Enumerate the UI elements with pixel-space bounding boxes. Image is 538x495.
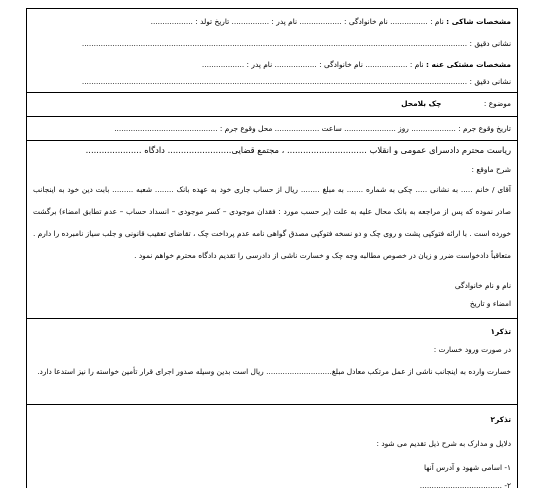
crime-details[interactable]: تاریخ وقوع جرم : ................... روز ...................... ساعت ................... محل وقوع جرم : ............................................ — [114, 124, 511, 133]
signature-label: امضاء و تاریخ — [469, 299, 511, 308]
note1-section — [27, 319, 517, 405]
parties-section — [27, 9, 517, 93]
subject-value: چک بلامحل — [401, 99, 442, 108]
subject-label: موضوع : — [483, 99, 511, 108]
court-heading: ریاست محترم دادسرای عمومی و انقلاب .............................. ، مجتمع قضایی........................ دادگاه ..................... — [85, 145, 511, 155]
note2-title: تذکر۲ — [490, 415, 511, 424]
court-section — [27, 141, 517, 319]
evidence-item: ۱- اسامی شهود و آدرس آنها — [424, 463, 511, 472]
accused-row — [33, 60, 511, 70]
accused-address[interactable]: نشانی دقیق : .................................................................................................................................................................... — [81, 77, 511, 86]
note1-body: خسارت وارده به اینجانب ناشی از عمل مرتکب معادل مبلغ............................ ریال است بدین وسیله صدور اجرای قرار تأمین خواسته را نیز استدعا دارد. — [37, 367, 511, 376]
accused-label: مشخصات مشتکی عنه : — [425, 60, 511, 69]
note1-title: تذکر۱ — [490, 327, 511, 336]
description-body: آقای / خانم ..... به نشانی ..... چکی به شماره ....... به مبلغ ........ ریال از حساب جاری خود به عهده بانک ........ شعبه ......... بابت دین خود به اینجانب صادر نموده که پس از مراجعه به بانک محال علیه به علت (بر حسب مورد : فقدان موجودی – کسر موجودی – انسداد حساب – عدم تطابق امضاء) برگشت خورده است . با ارائه فتوکپی پشت و روی چک و دو نسخه فتوکپی مصدق گواهی نامه عدم پرداخت چک ، تقاضای تعقیب قانونی و جلب سیاز نامبرده را دارم . متعاقباً دادخواست ضرر و زیان در خصوص مطالبه وجه چک و خسارت ناشی از دادرسی را تقدیم دادگاه محترم خواهم نمود . — [33, 185, 511, 260]
evidence-item: ۲- ................................... — [419, 481, 511, 490]
description-label: شرح ماوقع : — [471, 165, 511, 174]
note1-intro: در صورت ورود خسارت : — [433, 345, 511, 354]
note2-intro: دلایل و مدارک به شرح ذیل تقدیم می شود : — [376, 439, 511, 448]
subject-row — [33, 99, 511, 109]
complaint-form — [26, 8, 518, 488]
subject-section — [27, 93, 517, 117]
complainant-fields[interactable]: نام : ................ نام خانوادگی : .................. نام پدر : ................ تاریخ تولد : .................. — [150, 17, 444, 26]
note2-section — [27, 405, 517, 495]
complainant-row — [33, 17, 511, 27]
name-label: نام و نام خانوادگی — [454, 281, 511, 290]
accused-fields[interactable]: نام : .................. نام خانوادگی : .................. نام پدر : .................. — [201, 60, 424, 69]
crime-section — [27, 117, 517, 141]
complainant-label: مشخصات شاکی : — [446, 17, 511, 26]
complainant-address[interactable]: نشانی دقیق : .................................................................................................................................................................... — [81, 39, 511, 48]
